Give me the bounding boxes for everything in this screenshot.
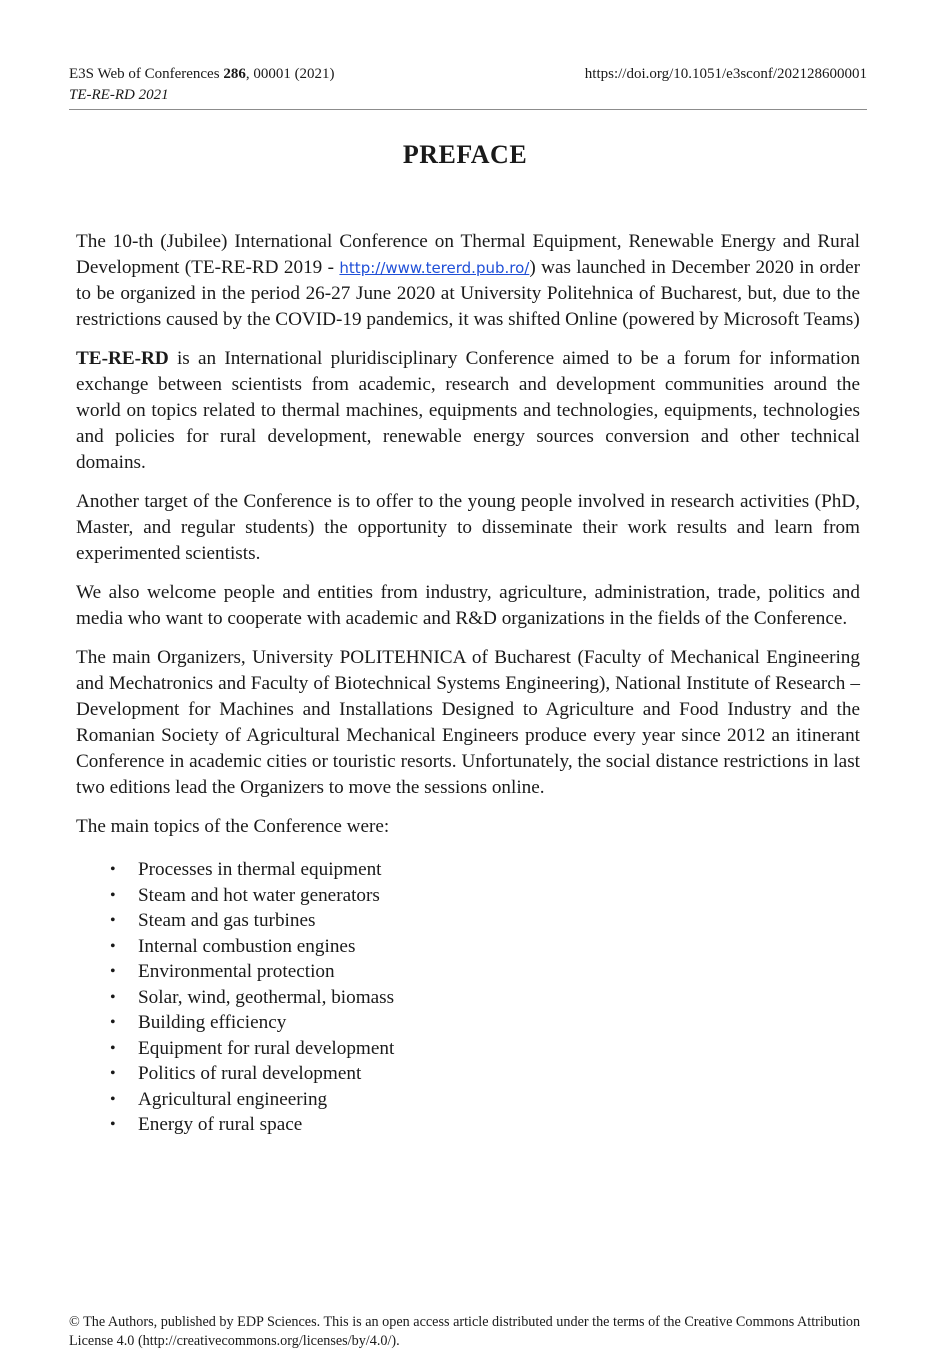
paragraph-intro [76,229,860,333]
conference-website-link[interactable]: http://www.tererd.pub.ro/ [339,259,530,277]
running-header [69,64,867,110]
bullet-icon: • [110,1090,116,1108]
list-item [76,985,860,1011]
license-footer: © The Authors, published by EDP Sciences. This is an open access article distributed under the terms of the Creative Commons Attribution License 4.0 (http://creativecommons.org/licenses/by/4.0/). [69,1314,861,1349]
list-item [76,908,860,934]
conference-acronym: TE-RE-RD [76,348,169,369]
topic-label: Equipment for rural development [138,1037,395,1059]
paragraph-target: Another target of the Conference is to offer to the young people involved in research activities (PhD, Master, and regular students) the opportunity to disseminate their work results and learn from experimented scientists. [76,491,860,564]
bullet-icon: • [110,1116,116,1133]
doi-link[interactable]: https://doi.org/10.1051/e3sconf/202128600001 [584,66,867,82]
paragraph-welcome: We also welcome people and entities from industry, agriculture, administration, trade, politics and media who want to cooperate with academic and R&D organizations in the fields of the Conference. [76,582,860,629]
paragraph-about [76,346,860,476]
topic-label: Solar, wind, geothermal, biomass [138,986,395,1008]
list-item [76,934,860,960]
bullet-icon: • [110,886,116,904]
conference-tag: TE-RE-RD 2021 [69,87,169,103]
bullet-icon: • [110,937,116,955]
journal-volume: 286 [223,66,246,82]
topic-label: Energy of rural space [138,1114,303,1135]
bullet-icon: • [110,861,116,878]
topic-label: Environmental protection [138,961,335,982]
bullet-icon: • [110,1039,116,1057]
topic-label: Politics of rural development [138,1063,362,1084]
list-item [76,1036,860,1062]
page-title: PREFACE [402,140,528,169]
bullet-icon: • [110,1014,116,1031]
paragraph-about-text: is an International pluridisciplinary Conference aimed to be a forum for information exchange between scientists from academic, research and development communities around the world on topics related to thermal machines, equipments and technologies, equipments, technologies and policies for rural development, renewable energy sources conversion and other technical domains. [76,348,860,473]
bullet-icon: • [110,963,116,980]
paragraph-topics-intro: The main topics of the Conference were: [76,816,390,837]
list-item [76,883,860,909]
topic-label: Steam and hot water generators [138,884,380,906]
paragraph-intro-text-a: The 10-th (Jubilee) International Conference on Thermal Equipment, Renewable Energy and Rural Development (TE-RE-RD 2019 - [76,231,860,278]
topic-label: Steam and gas turbines [138,910,316,931]
paragraph-intro-text-b: ) was launched in December 2020 in order to be organized in the period 26-27 June 2020 at University Politehnica of Bucharest, but, due to the restrictions caused by the COVID-19 pandemics, it was shifted Online (powered by Microsoft Teams) [76,257,860,330]
topic-label: Building efficiency [138,1012,287,1033]
journal-citation [69,64,335,84]
list-item [76,857,860,883]
list-item [76,1010,860,1036]
topic-label: Agricultural engineering [138,1088,328,1110]
preface-body [76,229,860,1138]
bullet-icon: • [110,988,116,1006]
bullet-icon: • [110,1065,116,1082]
topic-label: Processes in thermal equipment [138,859,382,880]
paragraph-organizers: The main Organizers, University POLITEHNICA of Bucharest (Faculty of Mechanical Engineering and Mechatronics and Faculty of Biotechnical Systems Engineering), National Institute of Research – Development for Machines and Installations Designed to Agriculture and Food Industry and the Romanian Society of Agricultural Mechanical Engineers produce every year since 2012 an itinerant Conference in academic cities or touristic resorts. Unfortunately, the social distance restrictions in last two editions lead the Organizers to move the sessions online. [76,647,860,798]
list-item [76,959,860,985]
bullet-icon: • [110,912,116,929]
topic-label: Internal combustion engines [138,935,356,957]
list-item [76,1112,860,1138]
journal-issue: , 00001 (2021) [245,66,335,82]
journal-name: E3S Web of Conferences [69,66,224,82]
topics-list [76,857,860,1138]
list-item [76,1061,860,1087]
list-item [76,1087,860,1113]
